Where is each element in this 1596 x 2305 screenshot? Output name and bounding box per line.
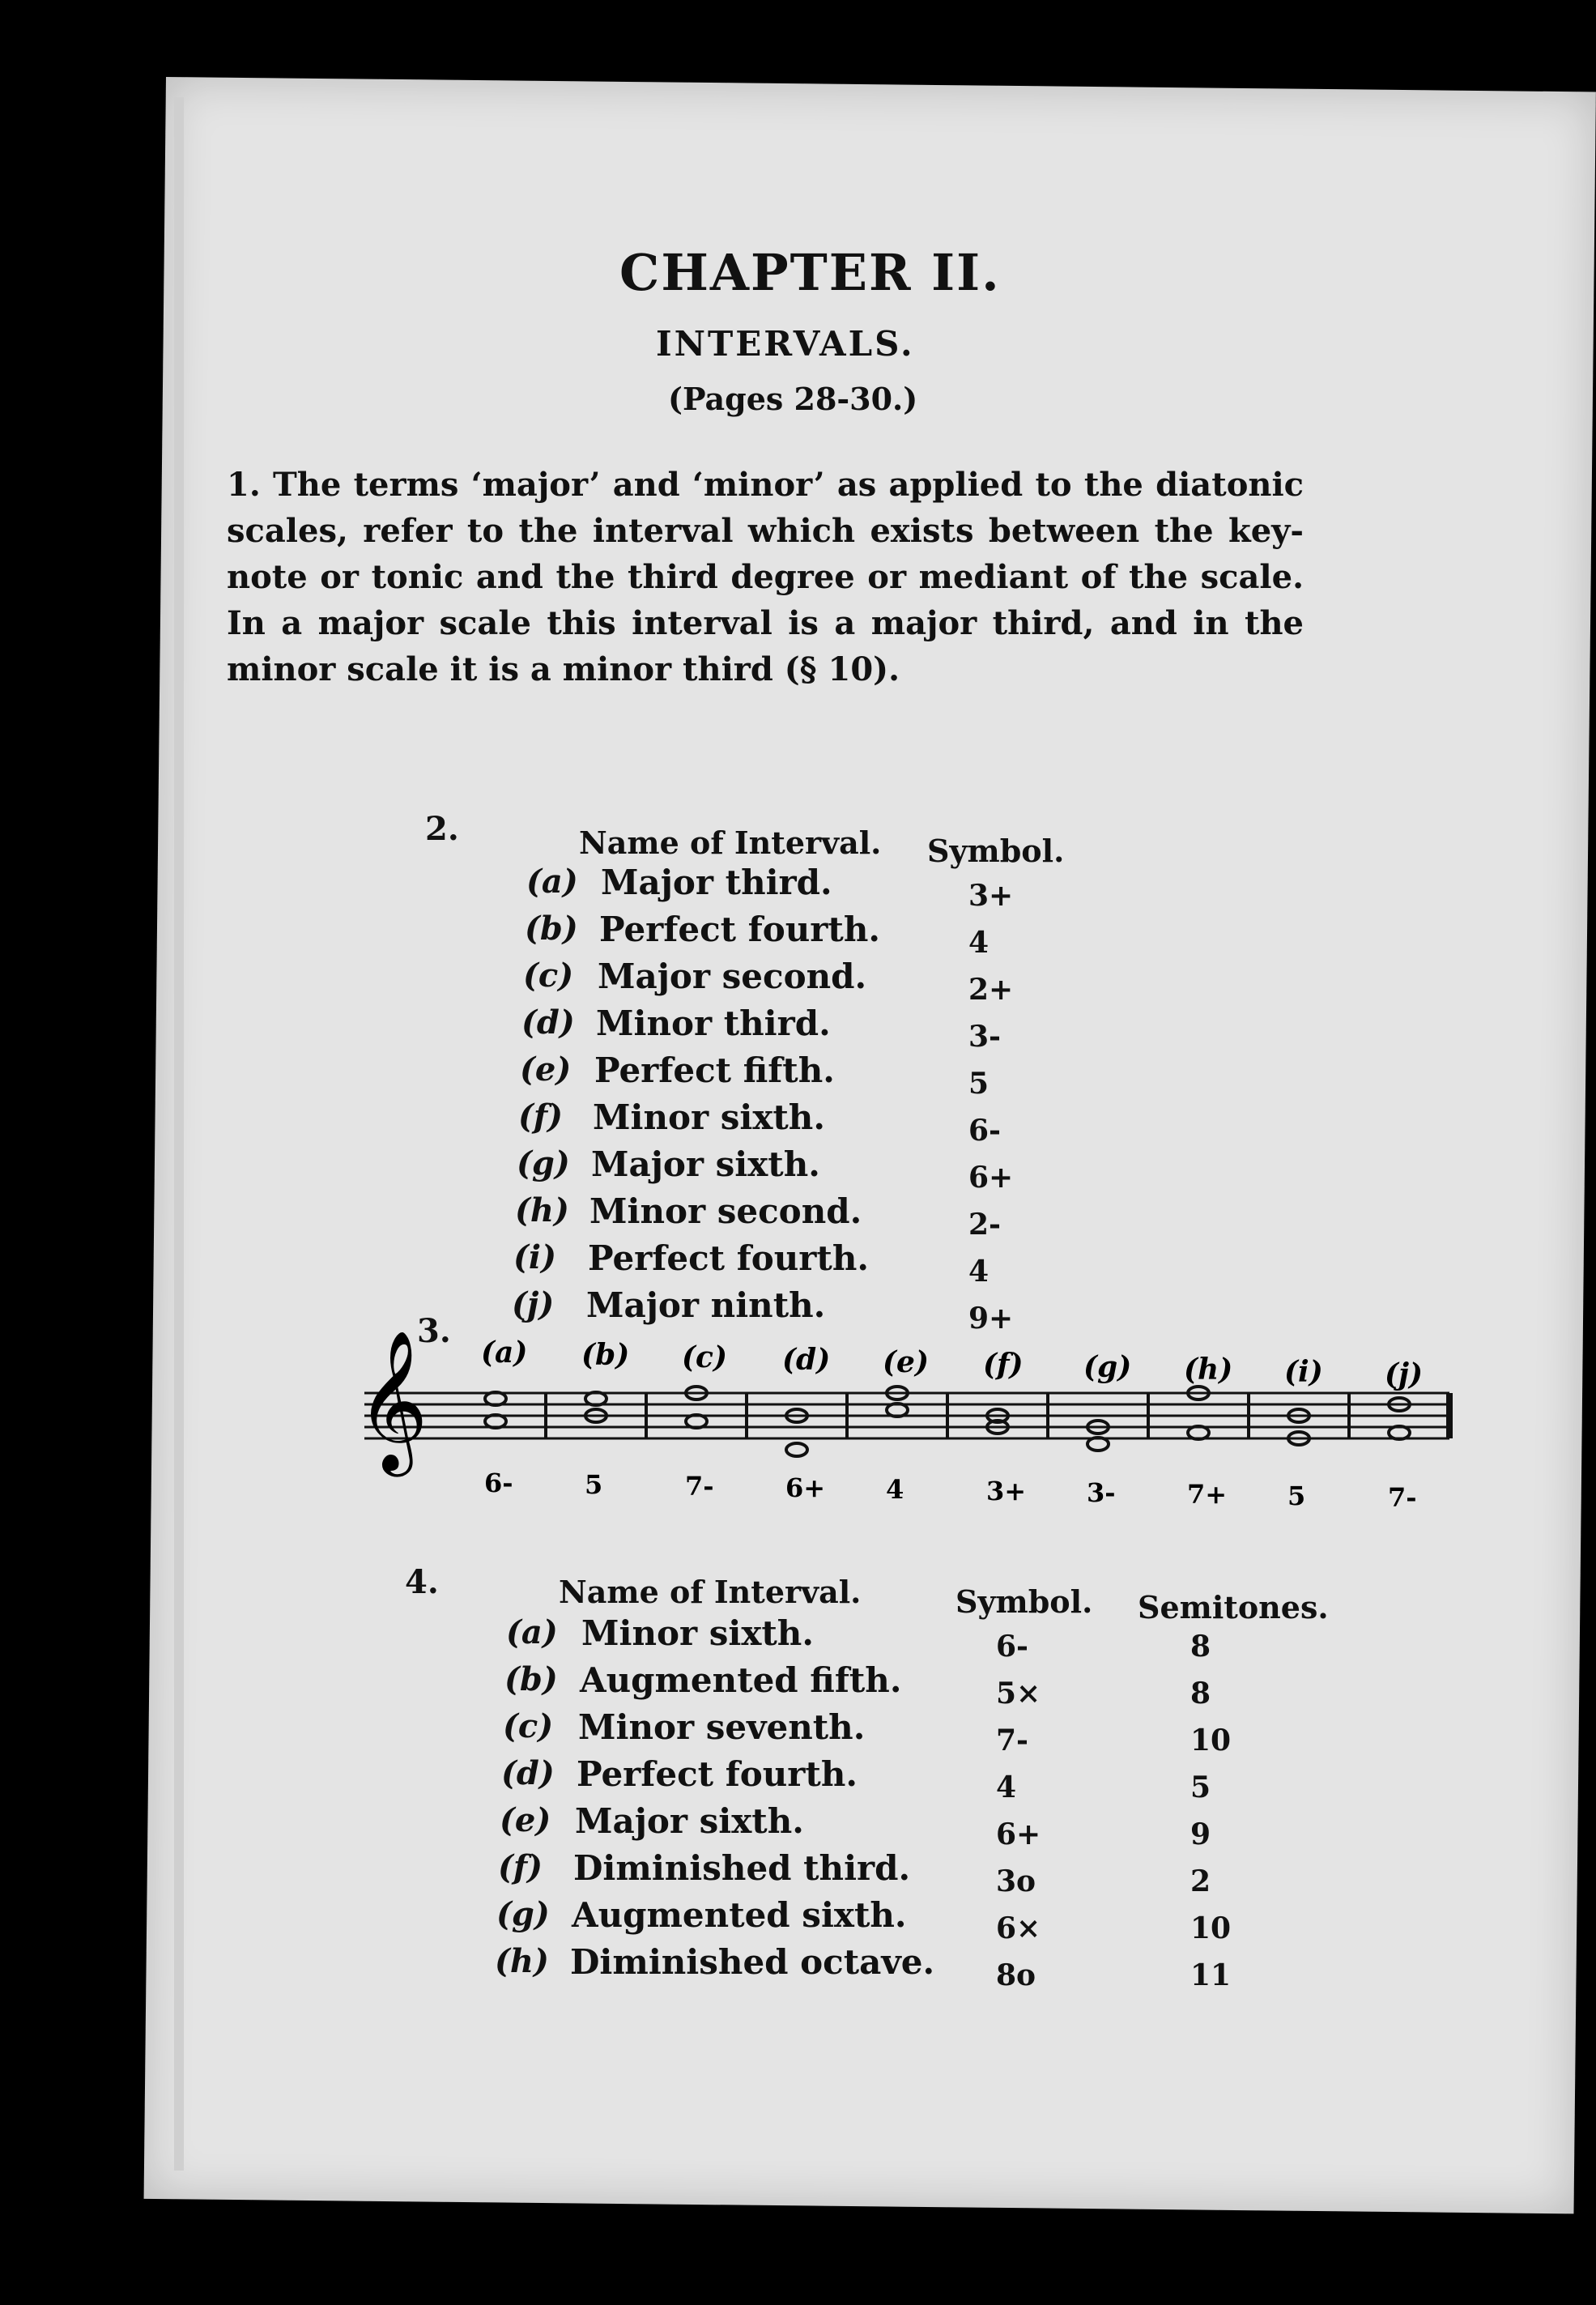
interval-label: (g): [517, 1144, 570, 1182]
interval-symbol: 4: [996, 1770, 1017, 1804]
interval-label: (a): [506, 1613, 558, 1651]
measure-symbol: 5: [585, 1469, 603, 1500]
semitone-count: 11: [1190, 1958, 1232, 1992]
whole-note: [786, 1443, 807, 1456]
interval-label: (a): [526, 863, 578, 901]
interval-name: Major third.: [601, 863, 832, 902]
interval-name: Minor third.: [596, 1003, 831, 1043]
interval-label: (f): [518, 1097, 564, 1135]
interval-symbol: 6+: [968, 1161, 1014, 1195]
measure-symbol: 7-: [685, 1471, 714, 1502]
measure-symbol: 6-: [484, 1468, 513, 1498]
measure-label: (c): [682, 1340, 727, 1374]
interval-name: Major sixth.: [591, 1144, 820, 1184]
semitone-count: 5: [1190, 1770, 1211, 1804]
treble-clef-icon: 𝄞: [356, 1330, 428, 1471]
page-reference: (Pages 28-30.): [668, 381, 918, 417]
interval-label: (h): [515, 1191, 569, 1229]
semitone-count: 10: [1190, 1723, 1232, 1758]
measure-symbol: 3+: [986, 1476, 1027, 1506]
interval-label: (e): [520, 1050, 572, 1089]
interval-symbol: 6-: [996, 1630, 1028, 1664]
interval-symbol: 4: [968, 926, 990, 960]
semitone-count: 8: [1190, 1677, 1211, 1711]
section-4-header-semitones: Semitones.: [1138, 1589, 1329, 1625]
measure-symbol: 5: [1287, 1481, 1306, 1511]
section-4-header-symbol: Symbol.: [955, 1583, 1093, 1620]
interval-name: Minor sixth.: [593, 1097, 825, 1137]
interval-symbol: 2-: [968, 1208, 1001, 1242]
interval-name: Major ninth.: [586, 1285, 826, 1325]
measure-label: (a): [481, 1336, 528, 1370]
interval-symbol: 5×: [996, 1677, 1041, 1711]
interval-name: Perfect fourth.: [588, 1238, 869, 1278]
measure-label: (b): [581, 1338, 630, 1372]
measure-label: (g): [1083, 1350, 1132, 1384]
section-4-number: 4.: [405, 1563, 439, 1601]
interval-symbol: 3o: [996, 1864, 1036, 1898]
measure-symbol: 6+: [785, 1472, 826, 1503]
section-title: INTERVALS.: [656, 324, 915, 364]
interval-name: Augmented sixth.: [572, 1895, 907, 1935]
interval-label: (b): [525, 910, 578, 948]
interval-symbol: 6+: [996, 1817, 1041, 1851]
interval-label: (i): [513, 1238, 557, 1276]
measure-label: (d): [782, 1343, 831, 1377]
semitone-count: 10: [1190, 1911, 1232, 1945]
semitone-count: 9: [1190, 1817, 1211, 1851]
interval-label: (j): [512, 1285, 555, 1323]
measure-symbol: 4: [886, 1474, 904, 1505]
interval-label: (g): [496, 1895, 550, 1933]
section-4-header-name: Name of Interval.: [559, 1574, 862, 1610]
interval-symbol: 9+: [968, 1302, 1014, 1336]
interval-label: (f): [498, 1848, 543, 1886]
interval-symbol: 5: [968, 1067, 990, 1101]
interval-name: Perfect fifth.: [594, 1050, 835, 1090]
interval-label: (h): [495, 1942, 549, 1980]
interval-name: Perfect fourth.: [599, 910, 880, 949]
interval-name: Diminished octave.: [570, 1942, 935, 1982]
interval-name: Major second.: [598, 957, 867, 996]
chapter-title: CHAPTER II.: [619, 243, 1001, 302]
interval-symbol: 8o: [996, 1958, 1036, 1992]
measure-symbol: 7-: [1388, 1482, 1417, 1513]
section-2-header-name: Name of Interval.: [579, 824, 882, 861]
measure-label: (j): [1385, 1357, 1424, 1391]
interval-name: Minor seventh.: [578, 1707, 866, 1747]
interval-label: (c): [523, 957, 574, 995]
interval-symbol: 6-: [968, 1114, 1001, 1148]
interval-symbol: 2+: [968, 973, 1014, 1007]
interval-name: Augmented fifth.: [580, 1660, 902, 1700]
measure-label: (h): [1184, 1353, 1233, 1387]
measure-label: (f): [983, 1348, 1024, 1382]
interval-symbol: 3+: [968, 879, 1014, 913]
interval-symbol: 3-: [968, 1020, 1001, 1054]
interval-label: (d): [501, 1754, 555, 1792]
interval-label: (c): [503, 1707, 554, 1745]
interval-name: Minor second.: [589, 1191, 862, 1231]
interval-name: Minor sixth.: [581, 1613, 814, 1653]
page-edge: [174, 97, 184, 2171]
interval-label: (e): [500, 1801, 551, 1839]
interval-name: Major sixth.: [575, 1801, 804, 1841]
semitone-count: 2: [1190, 1864, 1211, 1898]
interval-name: Perfect fourth.: [577, 1754, 858, 1794]
interval-symbol: 7-: [996, 1723, 1028, 1758]
music-staff-example: [186, 1312, 1482, 1571]
staff-labels: [481, 1336, 1423, 1391]
interval-label: (b): [504, 1660, 558, 1698]
interval-symbol: 6×: [996, 1911, 1041, 1945]
section-3-number: 3.: [417, 1312, 451, 1350]
semitone-count: 8: [1190, 1630, 1211, 1664]
section-2-header-symbol: Symbol.: [927, 833, 1065, 869]
interval-label: (d): [521, 1003, 575, 1042]
measure-label: (i): [1284, 1355, 1323, 1389]
staff-symbols: [484, 1468, 1417, 1513]
measure-symbol: 3-: [1087, 1477, 1116, 1508]
interval-symbol: 4: [968, 1255, 990, 1289]
section-2-number: 2.: [425, 810, 459, 848]
measure-symbol: 7+: [1187, 1479, 1228, 1510]
measure-label: (e): [883, 1345, 929, 1379]
paragraph-1: 1. The terms ‘major’ and ‘minor’ as applied to the diatonic scales, refer to the interval which exists between the key-note or tonic and the third degree or mediant of the scale. In a major scale this interval is a major third, and in the minor scale it is a minor third (§ 10).: [227, 466, 1304, 688]
interval-name: Diminished third.: [573, 1848, 911, 1888]
